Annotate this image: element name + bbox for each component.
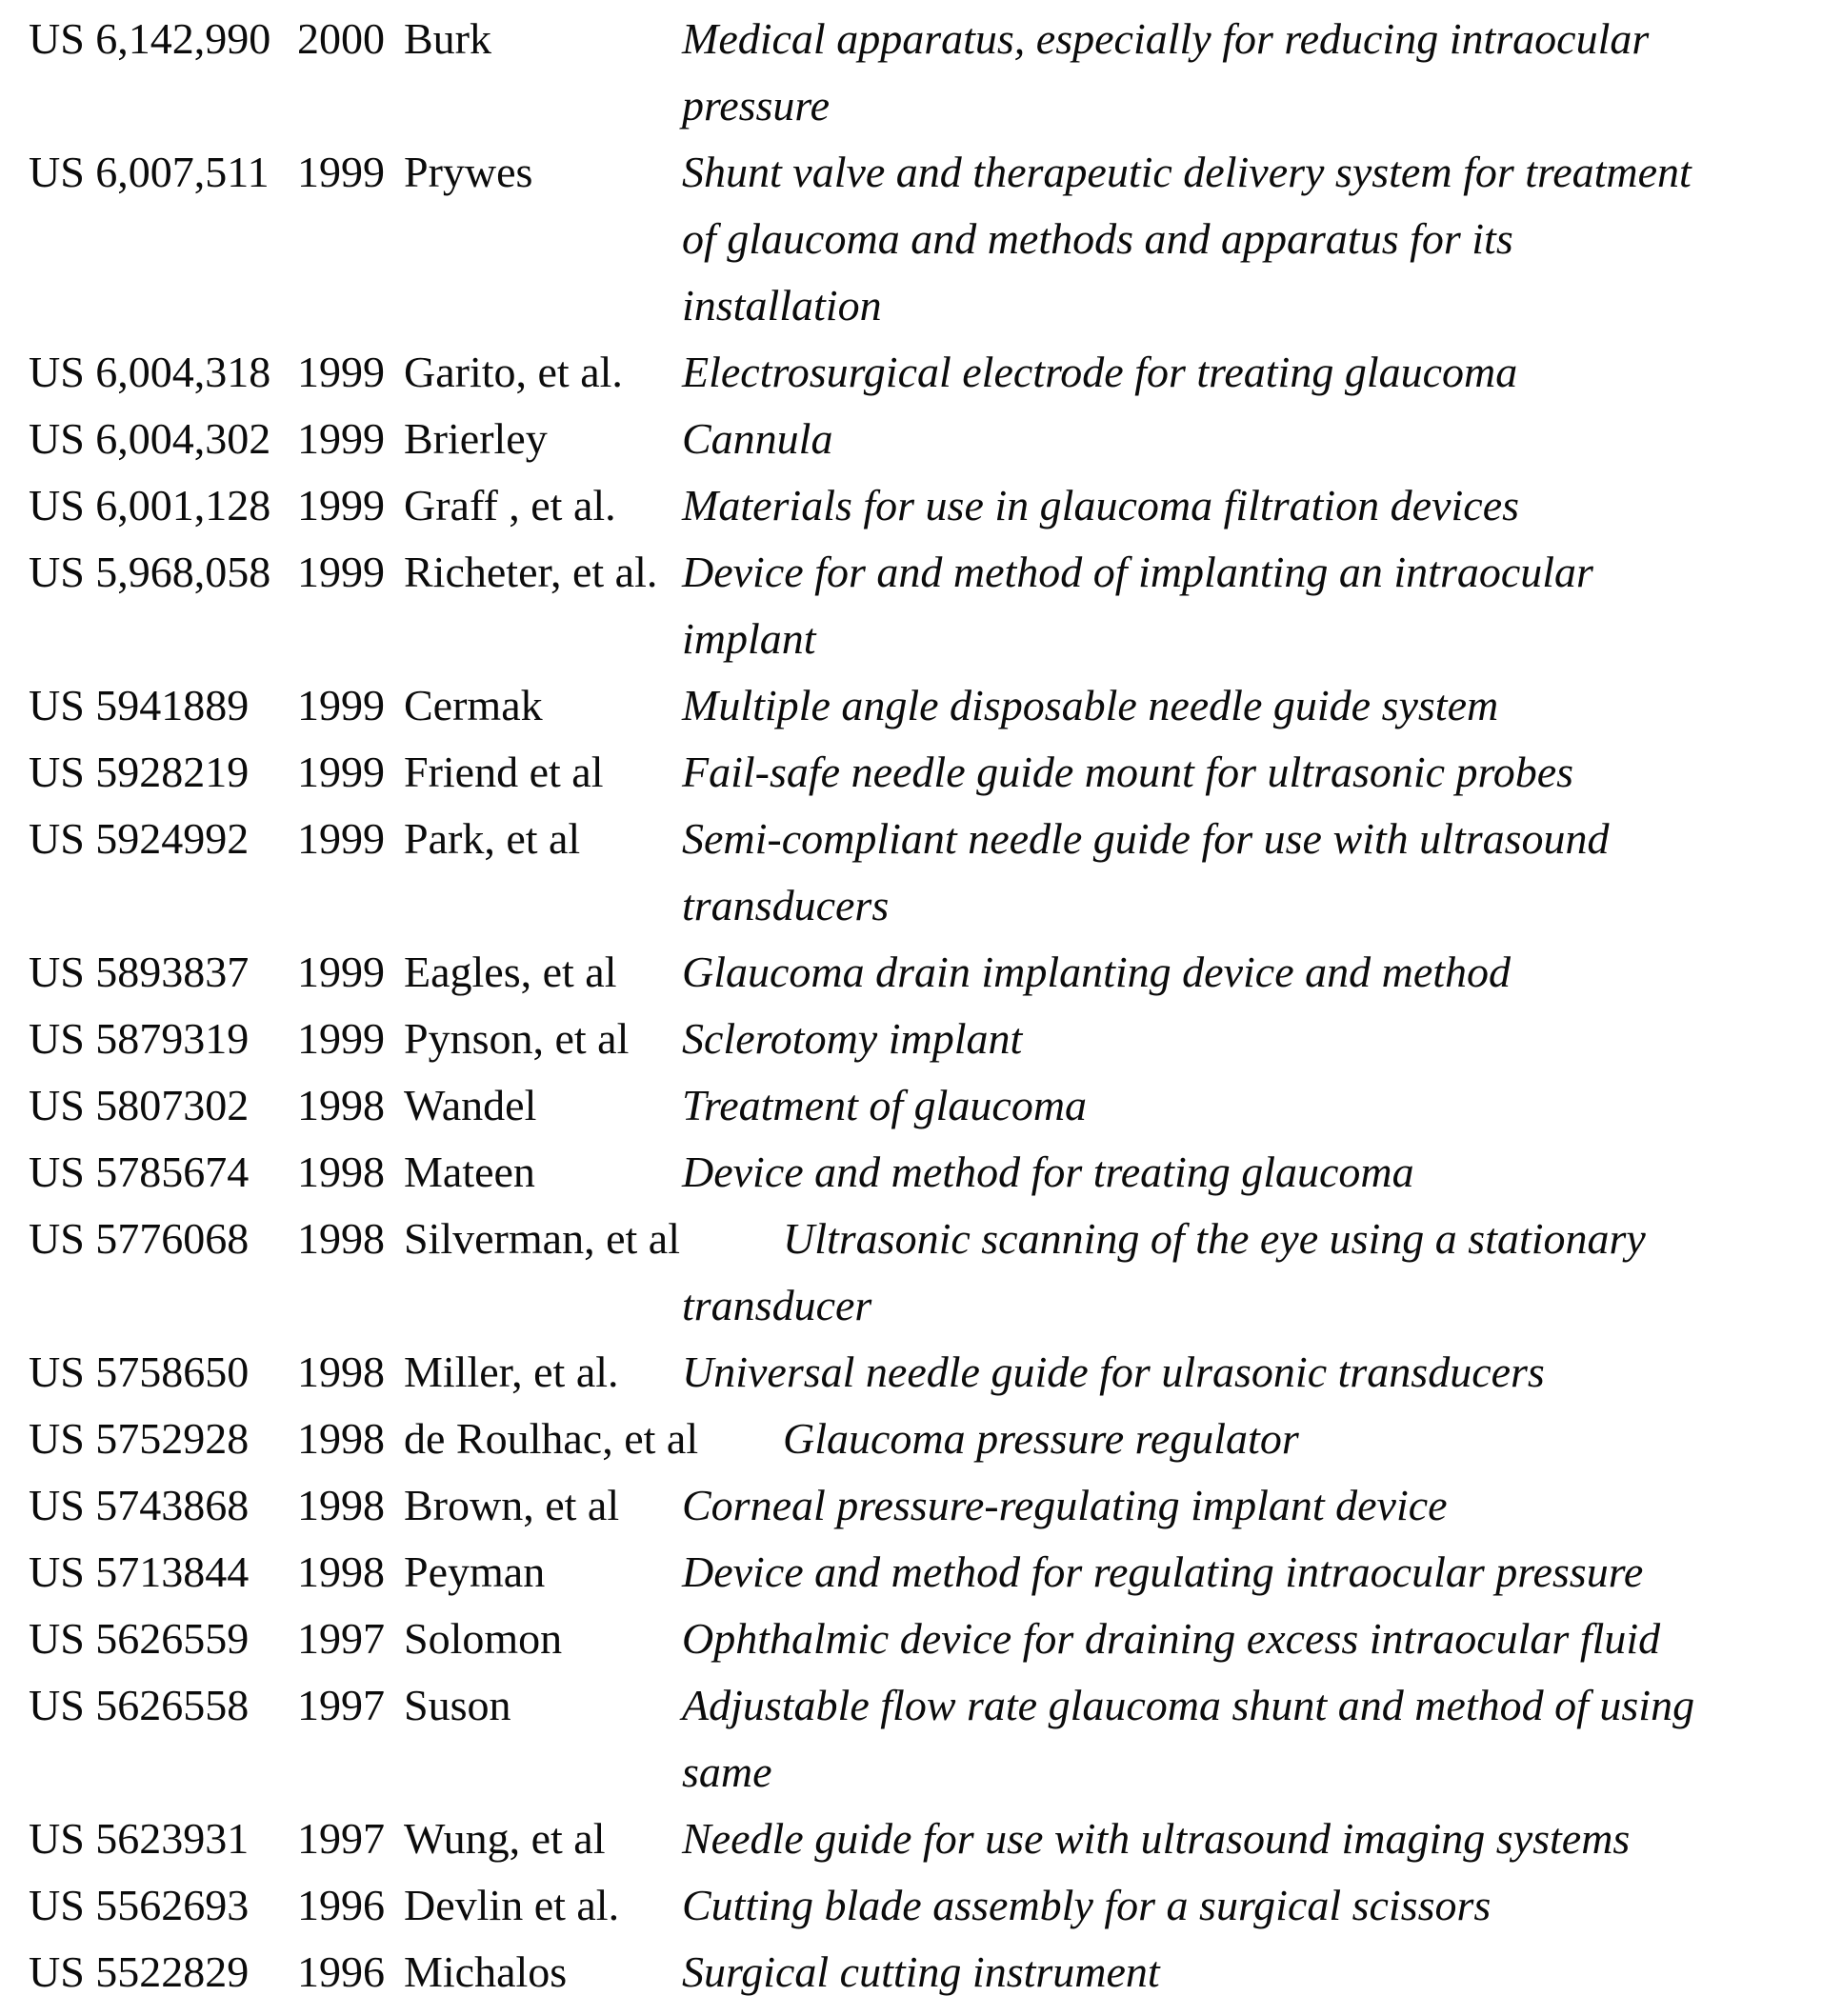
patent-title-cell: Shunt valve and therapeutic delivery system for treatment of glaucoma and methods and apparatus for its installation <box>682 148 1692 329</box>
patent-reference-row <box>29 1872 1842 1939</box>
patent-inventor-cell: Richeter, et al. <box>404 548 658 596</box>
patent-inventor-cell: Wung, et al <box>404 1814 606 1863</box>
patent-number-cell: US 5743868 <box>29 1481 250 1529</box>
patent-reference-row <box>29 139 1842 339</box>
patent-title-cell: Sclerotomy implant <box>682 1014 1023 1063</box>
patent-year-cell: 1999 <box>297 814 385 863</box>
patent-title-cell: Materials for use in glaucoma filtration devices <box>682 481 1520 529</box>
patent-number-cell: US 5785674 <box>29 1148 250 1196</box>
patent-reference-row <box>29 1139 1842 1206</box>
patent-reference-row <box>29 1206 1842 1339</box>
patent-title-cell: Surgical cutting instrument <box>682 1947 1160 1996</box>
patent-year-cell: 1998 <box>297 1414 385 1463</box>
patent-reference-row <box>29 672 1842 739</box>
patent-inventor-cell: de Roulhac, et al <box>404 1414 699 1463</box>
patent-year-cell: 1997 <box>297 1814 385 1863</box>
patent-reference-row <box>29 1339 1842 1406</box>
patent-number-cell: US 5626558 <box>29 1681 250 1729</box>
patent-year-cell: 1999 <box>297 414 385 463</box>
patent-number-cell: US 5623931 <box>29 1814 250 1863</box>
patent-number-cell: US 5807302 <box>29 1081 250 1129</box>
patent-number-cell: US 5,968,058 <box>29 548 271 596</box>
patent-number-cell: US 5776068 <box>29 1214 250 1263</box>
patent-reference-row <box>29 1672 1842 1806</box>
patent-inventor-cell: Michalos <box>404 1947 568 1996</box>
patent-inventor-cell: Suson <box>404 1681 511 1729</box>
patent-title-cell: Device and method for regulating intraocular pressure <box>682 1547 1644 1596</box>
patent-number-cell: US 5752928 <box>29 1414 250 1463</box>
patent-reference-row <box>29 472 1842 539</box>
patent-number-cell: US 5562693 <box>29 1881 250 1929</box>
patent-number-cell: US 5522829 <box>29 1947 250 1996</box>
patent-reference-row <box>29 6 1842 139</box>
patent-title-cell: Needle guide for use with ultrasound imaging systems <box>682 1814 1631 1863</box>
patent-inventor-cell: Friend et al <box>404 748 604 796</box>
patent-year-cell: 1999 <box>297 681 385 729</box>
patent-year-cell: 2000 <box>297 14 385 63</box>
patent-reference-row <box>29 1606 1842 1672</box>
patent-inventor-cell: Devlin et al. <box>404 1881 620 1929</box>
patent-year-cell: 1999 <box>297 1014 385 1063</box>
patent-title-cell: Semi-compliant needle guide for use with ultrasound transducers <box>682 814 1610 929</box>
patent-inventor-cell: Graff , et al. <box>404 481 616 529</box>
patent-reference-row <box>29 939 1842 1006</box>
patent-title-cell: Ophthalmic device for draining excess intraocular fluid <box>682 1614 1661 1663</box>
patent-inventor-cell: Solomon <box>404 1614 563 1663</box>
patent-inventor-cell: Eagles, et al <box>404 948 617 996</box>
patent-year-cell: 1998 <box>297 1081 385 1129</box>
patent-reference-row <box>29 1539 1842 1606</box>
patent-title-cell: Cutting blade assembly for a surgical scissors <box>682 1881 1492 1929</box>
patent-number-cell: US 5758650 <box>29 1347 250 1396</box>
patent-inventor-cell: Brierley <box>404 414 548 463</box>
patent-title-cell: Multiple angle disposable needle guide system <box>682 681 1499 729</box>
patent-title-cell: Fail-safe needle guide mount for ultrasonic probes <box>682 748 1574 796</box>
patent-title-cell: Device and method for treating glaucoma <box>682 1148 1414 1196</box>
patent-year-cell: 1998 <box>297 1547 385 1596</box>
patent-year-cell: 1998 <box>297 1148 385 1196</box>
patent-title-cell: Electrosurgical electrode for treating glaucoma <box>682 348 1518 396</box>
patent-number-cell: US 5941889 <box>29 681 250 729</box>
patent-number-cell: US 5626559 <box>29 1614 250 1663</box>
patent-number-cell: US 5893837 <box>29 948 250 996</box>
patent-year-cell: 1998 <box>297 1481 385 1529</box>
patent-inventor-cell: Park, et al <box>404 814 581 863</box>
patent-title-cell: Device for and method of implanting an intraocular implant <box>682 548 1593 663</box>
patent-title-cell: Corneal pressure-regulating implant device <box>682 1481 1448 1529</box>
patent-reference-row <box>29 1406 1842 1472</box>
patent-number-cell: US 6,004,318 <box>29 348 271 396</box>
patent-title-cell: Glaucoma drain implanting device and method <box>682 948 1512 996</box>
patent-title-cell: Medical apparatus, especially for reducing intraocular pressure <box>682 14 1650 130</box>
patent-year-cell: 1999 <box>297 948 385 996</box>
patent-reference-row <box>29 339 1842 406</box>
patent-reference-row <box>29 1072 1842 1139</box>
patent-inventor-cell: Prywes <box>404 148 533 196</box>
patent-number-cell: US 6,004,302 <box>29 414 271 463</box>
patent-inventor-cell: Peyman <box>404 1547 546 1596</box>
patent-year-cell: 1999 <box>297 748 385 796</box>
patent-reference-row <box>29 1472 1842 1539</box>
patent-title-cell: Adjustable flow rate glaucoma shunt and method of using same <box>682 1681 1695 1796</box>
patent-inventor-cell: Miller, et al. <box>404 1347 619 1396</box>
patent-inventor-cell: Silverman, et al <box>404 1214 680 1263</box>
patent-reference-row <box>29 1006 1842 1072</box>
patent-year-cell: 1998 <box>297 1347 385 1396</box>
patent-number-cell: US 6,007,511 <box>29 148 270 196</box>
patent-title-cell: Glaucoma pressure regulator <box>783 1414 1299 1463</box>
patent-year-cell: 1999 <box>297 148 385 196</box>
patent-year-cell: 1998 <box>297 1214 385 1263</box>
patent-reference-row <box>29 1806 1842 1872</box>
patent-inventor-cell: Garito, et al. <box>404 348 623 396</box>
patent-inventor-cell: Pynson, et al <box>404 1014 630 1063</box>
patent-number-cell: US 5713844 <box>29 1547 250 1596</box>
patent-year-cell: 1999 <box>297 481 385 529</box>
patent-number-cell: US 5928219 <box>29 748 250 796</box>
patent-year-cell: 1996 <box>297 1881 385 1929</box>
patent-title-cell: Ultrasonic scanning of the eye using a stationary transducer <box>682 1214 1646 1329</box>
patent-number-cell: US 5924992 <box>29 814 250 863</box>
patent-title-cell: Cannula <box>682 414 833 463</box>
patent-inventor-cell: Mateen <box>404 1148 535 1196</box>
patent-year-cell: 1997 <box>297 1681 385 1729</box>
patent-year-cell: 1999 <box>297 548 385 596</box>
patent-year-cell: 1996 <box>297 1947 385 1996</box>
patent-number-cell: US 6,001,128 <box>29 481 271 529</box>
patent-inventor-cell: Brown, et al <box>404 1481 620 1529</box>
patent-reference-row <box>29 739 1842 806</box>
patent-inventor-cell: Cermak <box>404 681 543 729</box>
patent-inventor-cell: Wandel <box>404 1081 537 1129</box>
patent-reference-row <box>29 1939 1842 2006</box>
patent-number-cell: US 6,142,990 <box>29 14 271 63</box>
patent-year-cell: 1999 <box>297 348 385 396</box>
patent-number-cell: US 5879319 <box>29 1014 250 1063</box>
patent-title-cell: Universal needle guide for ulrasonic transducers <box>682 1347 1545 1396</box>
patent-inventor-cell: Burk <box>404 14 491 63</box>
patent-reference-row <box>29 806 1842 939</box>
patent-reference-row <box>29 539 1842 672</box>
patent-year-cell: 1997 <box>297 1614 385 1663</box>
patent-title-cell: Treatment of glaucoma <box>682 1081 1088 1129</box>
patent-reference-row <box>29 406 1842 472</box>
